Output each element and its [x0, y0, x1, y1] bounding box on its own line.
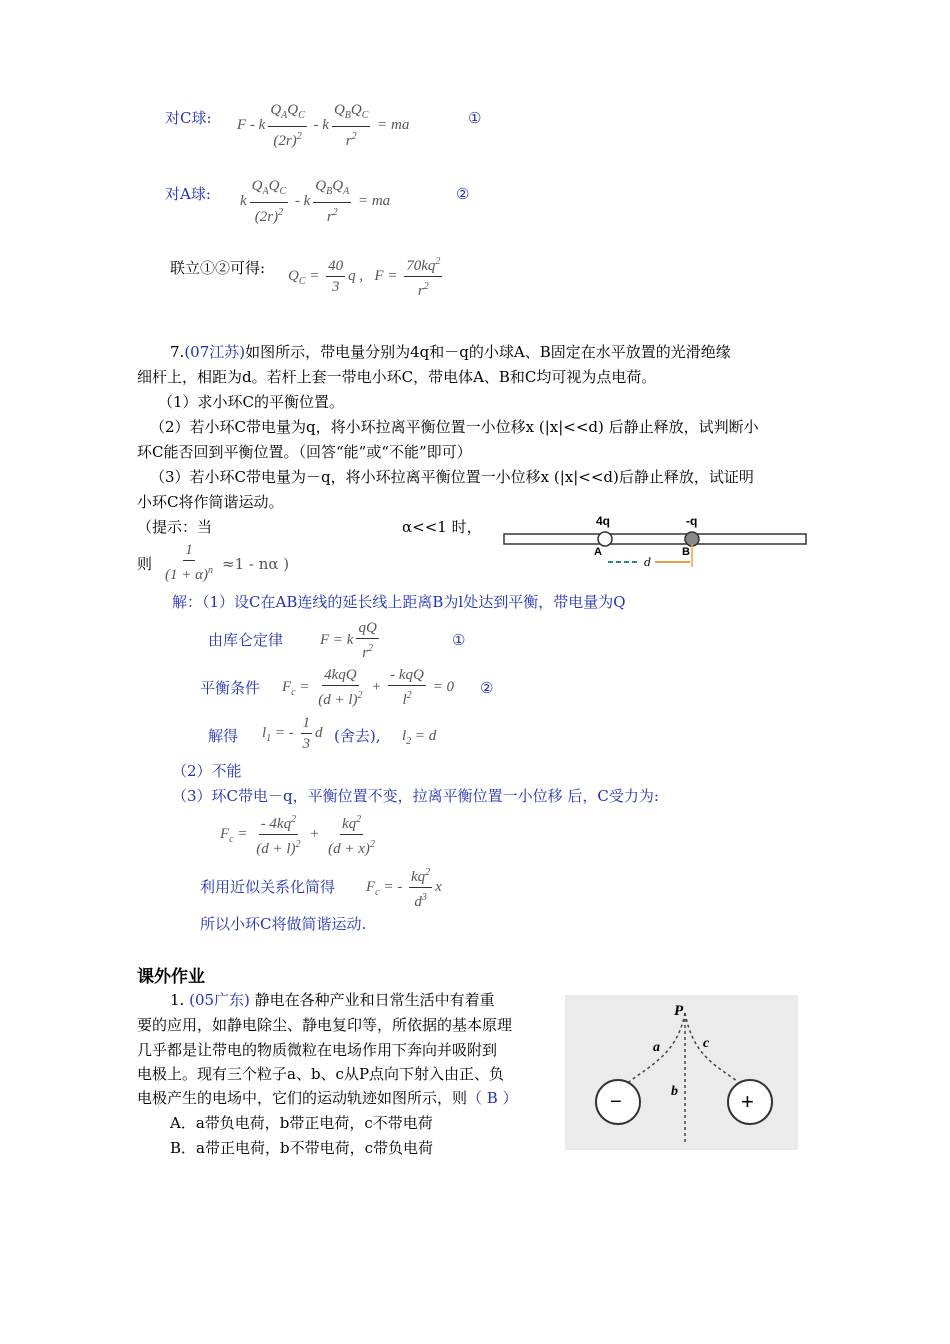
combine-formula: $Q_C$ = $\frac{40}{3}$ q , F = $\frac{70kq^2}{r^2}$	[288, 252, 445, 301]
label-p: P	[674, 1003, 684, 1019]
q7-hint-cond: α<<1 时，	[402, 518, 482, 536]
ball-b	[685, 532, 699, 546]
q7-part3b: 小环C将作简谐运动。	[137, 493, 284, 511]
q7-intro: 7.(07江苏)如图所示，带电量分别为4q和－q的小球A、B固定在水平放置的光滑绝缘	[170, 343, 731, 361]
sol-step8: 所以小环C将做简谐运动.	[200, 915, 367, 933]
negative-sign: −	[610, 1091, 622, 1113]
q7-part1: （1）求小环C的平衡位置。	[158, 393, 345, 411]
electrode-figure	[565, 995, 798, 1150]
label-a: A	[594, 546, 602, 558]
sol-step6: （3）环C带电－q，平衡位置不变，拉离平衡位置一小位移 后，C受力为:	[172, 787, 659, 805]
q7-hint-start: （提示：当	[137, 518, 213, 536]
hw-q1-line3: 几乎都是让带电的物质微粒在电场作用下奔向并吸附到	[137, 1041, 498, 1059]
sol-step7-formula: $F_c$ = - $\frac{kq^2}{d^3}$ x	[366, 863, 442, 912]
eq2-formula: k $\frac{Q_AQ_C}{(2r)^2}$ - k $\frac{Q_BQ_A}{r^2}$ = ma	[240, 178, 391, 225]
sol-step3-formula: $F_c$ = $\frac{\text{4kqQ}}{(d + l)^2}$ + $\frac{\text{- kqQ}}{l^2}$ = 0	[282, 667, 455, 708]
hw-q1-line4: 电极上。现有三个粒子a、b、c从P点向下射入由正、负	[137, 1065, 505, 1083]
q7-hint-end: ≈1 - nα )	[222, 555, 290, 573]
q7-hint-formula: $\frac{1}{(1 + \alpha)^n}$	[165, 542, 213, 583]
hw-q1-line2: 要的应用，如静电除尘、静电复印等，所依据的基本原理	[137, 1016, 513, 1034]
q7-part2b: 环C能否回到平衡位置。（回答“能”或“不能”即可）	[137, 443, 472, 461]
sol-step6-formula: $F_c$ = $\frac{- 4kq^2}{(d + l)^2}$ + $\frac{kq^2}{(d + x)^2}$	[220, 810, 380, 859]
hw-q1-line1: 1. (05广东) 静电在各种产业和日常生活中有着重	[170, 991, 495, 1009]
label-c-traj: c	[703, 1036, 710, 1051]
q7-part2: （2）若小环C带电量为q，将小环拉离平衡位置一小位移x (|x|<<d) 后静止释放，试判断小	[150, 418, 759, 436]
eq2-number: ②	[456, 185, 470, 203]
hw-q1-line5: 电极产生的电场中，它们的运动轨迹如图所示，则（ B ）	[137, 1089, 518, 1107]
hw-option-b: B．a带正电荷，b不带电荷，c带负电荷	[170, 1139, 433, 1157]
eq2-label: 对A球:	[165, 185, 211, 203]
q7-part3: （3）若小环C带电量为－q，将小环拉离平衡位置一小位移x (|x|<<d)后静止释放，试证明	[150, 468, 754, 486]
q7-hint-then: 则	[137, 555, 153, 573]
rod	[504, 534, 806, 544]
sol-step4-formula2: $l_2 = d$	[402, 728, 437, 747]
label-d: d	[644, 556, 652, 569]
eq1-label: 对C球:	[165, 109, 212, 127]
sol-step3-label: 平衡条件	[200, 679, 261, 697]
sol-step4-note: (舍去),	[334, 727, 381, 745]
label-4q: 4q	[596, 514, 611, 528]
q7-intro-2: 细杆上，相距为d。若杆上套一带电小环C，带电体A、B和C均可视为点电荷。	[137, 368, 657, 386]
sol-step4-label: 解得	[208, 727, 239, 745]
sol-step2-label: 由库仑定律	[208, 631, 284, 649]
positive-sign: +	[741, 1089, 754, 1114]
sol-step1: 解：（1）设C在AB连线的延长线上距离B为l处达到平衡，带电量为Q	[172, 593, 626, 611]
hw-option-a: A．a带负电荷，b带正电荷，c不带电荷	[170, 1114, 433, 1132]
sol-step2-formula: F = k $\frac{qQ}{r^2}$	[320, 620, 377, 661]
label-b-traj: b	[671, 1084, 678, 1099]
label-neg-q: -q	[686, 514, 698, 528]
label-b: B	[682, 546, 690, 558]
ball-a	[598, 532, 612, 546]
combine-label: 联立①②可得:	[170, 259, 266, 277]
rod-figure	[500, 512, 810, 574]
sol-step2-num: ①	[452, 631, 466, 649]
label-a-traj: a	[653, 1040, 660, 1055]
eq1-formula: F - k $\frac{Q_AQ_C}{(2r)^2}$ - k $\frac{Q_BQ_C}{r^2}$ = ma	[237, 102, 410, 149]
sol-step4-formula1: $l_1$ = - $\frac{1}{3}$ d	[262, 715, 323, 752]
homework-title: 课外作业	[137, 967, 205, 987]
sol-step3-num: ②	[480, 679, 494, 697]
eq1-number: ①	[468, 109, 482, 127]
sol-step7-label: 利用近似关系化简得	[200, 878, 336, 896]
sol-step5: （2）不能	[172, 762, 242, 780]
